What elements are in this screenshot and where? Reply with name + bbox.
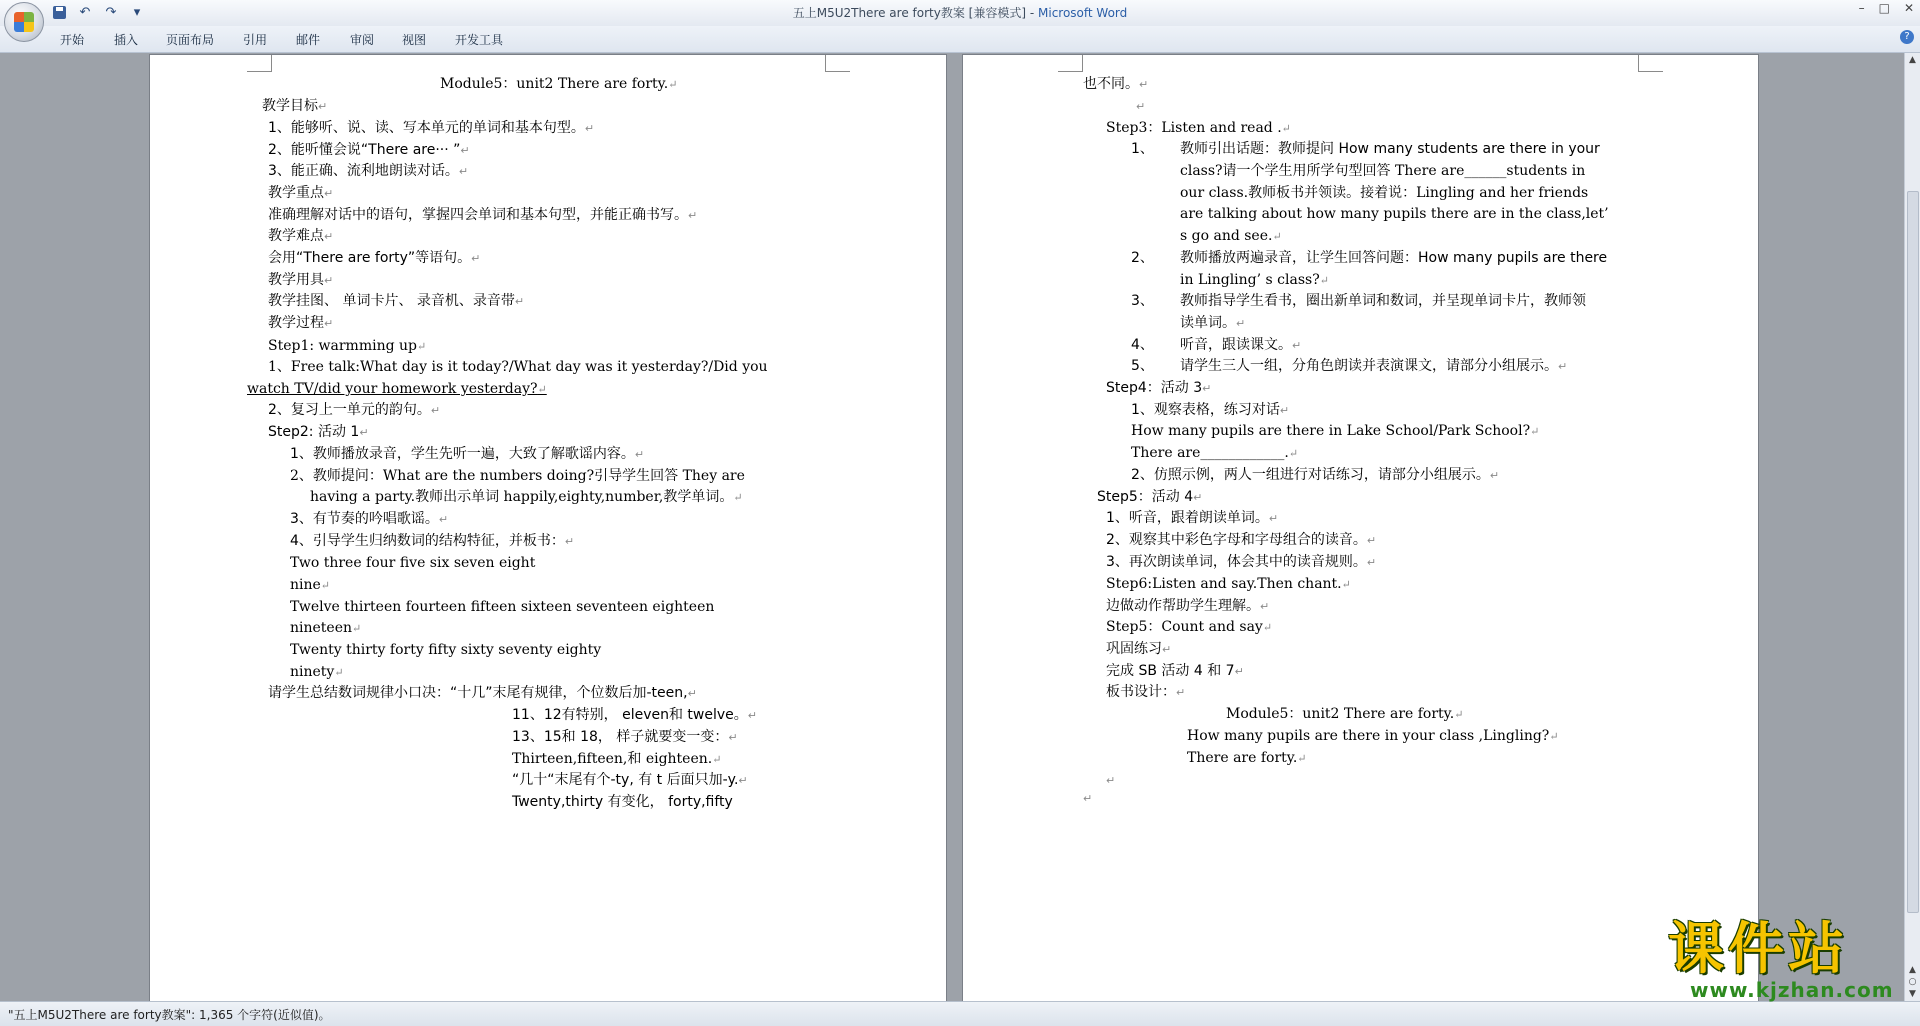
line-text: 教师指导学生看书，圈出新单词和数词，并呈现单词卡片，教师领 bbox=[1180, 293, 1586, 309]
status-bar bbox=[0, 1001, 1920, 1026]
paragraph-mark-icon: ↵ bbox=[1366, 556, 1377, 569]
paragraph-mark-icon: ↵ bbox=[564, 535, 575, 548]
page2-line[interactable] bbox=[1131, 336, 1154, 355]
paragraph-mark-icon: ↵ bbox=[1549, 730, 1559, 743]
page2-line[interactable] bbox=[1131, 401, 1289, 420]
page1-line[interactable] bbox=[290, 663, 344, 682]
line-text: 3、再次朗读单词，体会其中的读音规则。 bbox=[1106, 554, 1367, 570]
page2-line[interactable] bbox=[1083, 789, 1092, 808]
page1-line[interactable] bbox=[268, 271, 333, 290]
paragraph-mark-icon: ↵ bbox=[1236, 317, 1246, 330]
paragraph-mark-icon: ↵ bbox=[1083, 792, 1093, 805]
line-text: 3、能正确、流利地朗读对话。 bbox=[268, 163, 459, 179]
page2-line[interactable] bbox=[1106, 575, 1351, 594]
paragraph-mark-icon: ↵ bbox=[1558, 360, 1568, 373]
page2-line[interactable] bbox=[1131, 292, 1154, 311]
line-text: Step1: warmming up bbox=[268, 338, 417, 354]
page1-line[interactable] bbox=[440, 75, 677, 94]
maximize-button[interactable]: □ bbox=[1878, 1, 1890, 15]
line-text: s go and see. bbox=[1180, 228, 1273, 244]
page1-line[interactable] bbox=[268, 337, 426, 356]
page2-line[interactable] bbox=[1097, 488, 1202, 507]
title-separator: - bbox=[1026, 6, 1038, 20]
page1-line[interactable] bbox=[268, 401, 440, 420]
paragraph-mark-icon: ↵ bbox=[324, 274, 334, 287]
page2-line[interactable] bbox=[1131, 466, 1499, 485]
page2-line[interactable] bbox=[1106, 618, 1272, 637]
office-button[interactable] bbox=[4, 2, 44, 42]
page2-line[interactable] bbox=[1106, 597, 1269, 616]
paragraph-mark-icon: ↵ bbox=[438, 513, 449, 526]
page2-line[interactable] bbox=[1131, 444, 1298, 463]
line-text: 1、教师播放录音，学生先听一遍，大致了解歌谣内容。 bbox=[290, 446, 635, 462]
page2-line[interactable] bbox=[1180, 249, 1607, 268]
line-text: Two three four five six seven eight bbox=[290, 555, 536, 571]
line-text: Step5：活动 4 bbox=[1097, 489, 1194, 505]
paragraph-mark-icon: ↵ bbox=[687, 687, 697, 700]
line-text: watch TV/did your homework yesterday? bbox=[247, 381, 538, 397]
paragraph-mark-icon: ↵ bbox=[634, 448, 645, 461]
paragraph-mark-icon: ↵ bbox=[1297, 752, 1307, 765]
line-text: 教学挂图、 单词卡片、 录音机、录音带 bbox=[268, 293, 515, 309]
tab-insert[interactable]: 插入 bbox=[114, 33, 139, 47]
line-text: 1、能够听、说、读、写本单元的单词和基本句型。 bbox=[268, 120, 585, 136]
paragraph-mark-icon: ↵ bbox=[318, 100, 328, 113]
page1-line[interactable] bbox=[512, 728, 738, 747]
line-text: Thirteen,fifteen,和 eighteen. bbox=[512, 751, 713, 767]
page1-line[interactable] bbox=[268, 314, 333, 333]
line-text: 请学生三人一组，分角色朗读并表演课文，请部分小组展示。 bbox=[1180, 358, 1558, 374]
office-logo-icon bbox=[14, 12, 34, 32]
paragraph-mark-icon: ↵ bbox=[1136, 100, 1146, 113]
page2-line[interactable] bbox=[1180, 336, 1301, 355]
paragraph-mark-icon: ↵ bbox=[1272, 230, 1282, 243]
page1-line[interactable] bbox=[268, 184, 333, 203]
line-text: 3、有节奏的吟唱歌谣。 bbox=[290, 511, 439, 527]
browse-object-icon[interactable]: ○ bbox=[1908, 977, 1917, 987]
app-name: Microsoft Word bbox=[1038, 6, 1128, 20]
page2-line[interactable] bbox=[1106, 683, 1185, 702]
redo-button[interactable]: ↷ bbox=[105, 4, 117, 20]
paragraph-mark-icon: ↵ bbox=[514, 295, 525, 308]
paragraph-mark-icon: ↵ bbox=[1176, 686, 1186, 699]
window-controls bbox=[1859, 1, 1914, 15]
page1-line[interactable] bbox=[262, 97, 327, 116]
paragraph-mark-icon: ↵ bbox=[747, 709, 757, 722]
page2-line[interactable] bbox=[1187, 727, 1559, 746]
page1-line[interactable] bbox=[268, 249, 480, 268]
line-text: our class.教师板书并领读。接着说：Lingling and her friends bbox=[1180, 185, 1589, 201]
tab-review[interactable]: 审阅 bbox=[350, 33, 375, 47]
paragraph-mark-icon: ↵ bbox=[1489, 469, 1500, 482]
paragraph-mark-icon: ↵ bbox=[1262, 621, 1273, 634]
site-watermark bbox=[1668, 917, 1908, 1002]
paragraph-mark-icon: ↵ bbox=[458, 165, 469, 178]
page2-line[interactable] bbox=[1180, 357, 1567, 376]
line-text: Step6:Listen and say.Then chant. bbox=[1106, 576, 1342, 592]
line-text: 11、12有特别， eleven和 twelve。 bbox=[512, 707, 748, 723]
page1-line[interactable] bbox=[290, 467, 745, 486]
line-text: Module5：unit2 There are forty. bbox=[1226, 706, 1455, 722]
line-text: 教学用具 bbox=[268, 272, 324, 288]
paragraph-mark-icon: ↵ bbox=[460, 144, 470, 157]
line-text: 1、 bbox=[1131, 141, 1154, 157]
minimize-button[interactable]: – bbox=[1858, 1, 1865, 15]
page2-line[interactable] bbox=[1106, 553, 1376, 572]
line-text: Step5：Count and say bbox=[1106, 619, 1263, 635]
page1-line[interactable] bbox=[268, 684, 697, 703]
paragraph-mark-icon: ↵ bbox=[1234, 665, 1244, 678]
line-text: 巩固练习 bbox=[1106, 641, 1162, 657]
window-title bbox=[0, 4, 1920, 21]
page2-line[interactable] bbox=[1226, 705, 1463, 724]
paragraph-mark-icon: ↵ bbox=[537, 383, 547, 396]
tab-mailings[interactable]: 邮件 bbox=[296, 33, 321, 47]
paragraph-mark-icon: ↵ bbox=[1319, 274, 1329, 287]
paragraph-mark-icon: ↵ bbox=[1268, 512, 1279, 525]
page2-line[interactable] bbox=[1106, 531, 1376, 550]
page2-line[interactable] bbox=[1180, 162, 1585, 181]
line-text: 4、 bbox=[1131, 337, 1154, 353]
next-page-icon[interactable]: ▼ bbox=[1909, 989, 1916, 999]
paragraph-mark-icon: ↵ bbox=[1341, 578, 1351, 591]
line-text: Module5：unit2 There are forty. bbox=[440, 76, 669, 92]
paragraph-mark-icon: ↵ bbox=[471, 252, 481, 265]
paragraph-mark-icon: ↵ bbox=[1279, 404, 1290, 417]
tab-page-layout[interactable]: 页面布局 bbox=[166, 33, 215, 47]
watermark-brand: 课件站 bbox=[1668, 917, 1848, 982]
page2-line[interactable] bbox=[1180, 140, 1600, 159]
document-title: 五上M5U2There are forty教案 [兼容模式] bbox=[792, 6, 1027, 20]
line-text: Step4：活动 3 bbox=[1106, 380, 1203, 396]
page1-line[interactable] bbox=[290, 554, 535, 573]
paragraph-mark-icon: ↵ bbox=[1366, 534, 1377, 547]
tab-references[interactable]: 引用 bbox=[243, 33, 268, 47]
line-text: 2、教师提问：What are the numbers doing?引导学生回答 They are bbox=[290, 468, 745, 484]
line-text: 边做动作帮助学生理解。 bbox=[1106, 598, 1260, 614]
line-text: How many pupils are there in Lake School/Park School? bbox=[1131, 423, 1531, 439]
page2-line[interactable] bbox=[1180, 184, 1588, 203]
line-text: 2、复习上一单元的韵句。 bbox=[268, 402, 431, 418]
document-workspace bbox=[0, 53, 1905, 1001]
line-text: 板书设计： bbox=[1106, 684, 1176, 700]
scroll-thumb[interactable] bbox=[1907, 191, 1919, 913]
paragraph-mark-icon: ↵ bbox=[1281, 122, 1291, 135]
title-bar bbox=[0, 0, 1920, 27]
line-text: 教学难点 bbox=[268, 228, 324, 244]
line-text: Twelve thirteen fourteen fifteen sixteen seventeen eighteen bbox=[290, 599, 715, 615]
line-text: class?请一个学生用所学句型回答 There are______students in bbox=[1180, 163, 1586, 179]
page2-line[interactable] bbox=[1131, 422, 1539, 441]
page2-line[interactable] bbox=[1180, 227, 1282, 246]
line-text: Step2: 活动 1 bbox=[268, 424, 360, 440]
crop-mark bbox=[247, 55, 272, 72]
page1-line[interactable] bbox=[268, 423, 369, 442]
crop-mark bbox=[825, 55, 850, 72]
line-text: 5、 bbox=[1131, 358, 1154, 374]
tab-home[interactable]: 开始 bbox=[60, 33, 85, 47]
line-text: 请学生总结数词规律小口决：“十几”末尾有规律，个位数后加-teen, bbox=[268, 685, 688, 701]
tab-view[interactable]: 视图 bbox=[402, 33, 427, 47]
paragraph-mark-icon: ↵ bbox=[688, 209, 698, 222]
line-text: 也不同。 bbox=[1083, 76, 1139, 92]
ribbon-tabs bbox=[0, 26, 1920, 53]
paragraph-mark-icon: ↵ bbox=[733, 491, 743, 504]
page1-line[interactable] bbox=[512, 793, 733, 812]
line-text: 教师播放两遍录音，让学生回答问题：How many pupils are there bbox=[1180, 250, 1608, 266]
line-text: 2、 bbox=[1131, 250, 1154, 266]
paragraph-mark-icon: ↵ bbox=[430, 404, 441, 417]
page1-line[interactable] bbox=[290, 619, 361, 638]
paragraph-mark-icon: ↵ bbox=[417, 340, 427, 353]
paragraph-mark-icon: ↵ bbox=[1162, 643, 1172, 656]
page1-line[interactable] bbox=[247, 380, 547, 399]
undo-button[interactable]: ↶ bbox=[79, 4, 91, 20]
paragraph-mark-icon: ↵ bbox=[324, 187, 334, 200]
page1-line[interactable] bbox=[512, 706, 757, 725]
line-text: 2、仿照示例，两人一组进行对话练习，请部分小组展示。 bbox=[1131, 467, 1490, 483]
page2-line[interactable] bbox=[1106, 119, 1291, 138]
paragraph-mark-icon: ↵ bbox=[1139, 78, 1149, 91]
line-text: 3、 bbox=[1131, 293, 1154, 309]
line-text: Twenty thirty forty fifty sixty seventy eighty bbox=[290, 642, 602, 658]
tab-developer[interactable]: 开发工具 bbox=[455, 33, 504, 47]
previous-page-icon[interactable]: ▲ bbox=[1909, 965, 1916, 975]
page1-line[interactable] bbox=[268, 162, 468, 181]
page2-line[interactable] bbox=[1136, 97, 1145, 116]
page1-line[interactable] bbox=[268, 119, 594, 138]
page1-line[interactable] bbox=[290, 532, 574, 551]
paragraph-mark-icon: ↵ bbox=[1202, 382, 1212, 395]
close-button[interactable]: ✕ bbox=[1903, 1, 1914, 15]
page1-line[interactable] bbox=[290, 510, 448, 529]
crop-mark bbox=[1638, 55, 1663, 72]
line-text: nine bbox=[290, 577, 321, 593]
paragraph-mark-icon: ↵ bbox=[738, 774, 748, 787]
paragraph-mark-icon: ↵ bbox=[712, 753, 722, 766]
page2-line[interactable] bbox=[1106, 379, 1211, 398]
page1-line[interactable] bbox=[268, 227, 333, 246]
line-text: There are____________. bbox=[1131, 445, 1289, 461]
paragraph-mark-icon: ↵ bbox=[1454, 708, 1464, 721]
line-text: 13、15和 18， 样子就要变一变： bbox=[512, 729, 729, 745]
page1-line[interactable] bbox=[268, 206, 697, 225]
page2-line[interactable] bbox=[1106, 640, 1171, 659]
paragraph-mark-icon: ↵ bbox=[1260, 600, 1270, 613]
page2-line[interactable] bbox=[1131, 357, 1154, 376]
line-text: 会用“There are forty”等语句。 bbox=[268, 250, 472, 266]
page2-line[interactable] bbox=[1180, 314, 1245, 333]
page2-line[interactable] bbox=[1187, 749, 1307, 768]
line-text: 读单词。 bbox=[1180, 315, 1236, 331]
line-text: 完成 SB 活动 4 和 7 bbox=[1106, 663, 1235, 679]
page1-line[interactable] bbox=[290, 576, 330, 595]
page1-line[interactable] bbox=[512, 750, 721, 769]
line-text: in Lingling’ s class? bbox=[1180, 272, 1320, 288]
line-text: Step3：Listen and read . bbox=[1106, 120, 1282, 136]
page2-line[interactable] bbox=[1180, 205, 1609, 224]
paragraph-mark-icon: ↵ bbox=[324, 230, 334, 243]
line-text: 教学重点 bbox=[268, 185, 324, 201]
watermark-url: www.kjzhan.com bbox=[1690, 978, 1894, 1002]
paragraph-mark-icon: ↵ bbox=[359, 426, 369, 439]
line-text: 4、引导学生归纳数词的结构特征，并板书： bbox=[290, 533, 565, 549]
paragraph-mark-icon: ↵ bbox=[320, 579, 331, 592]
line-text: 教学目标 bbox=[262, 98, 318, 114]
page2-line[interactable] bbox=[1106, 662, 1244, 681]
line-text: 1、Free talk:What day is it today?/What day was it yesterday?/Did you bbox=[268, 359, 768, 375]
paragraph-mark-icon: ↵ bbox=[668, 78, 678, 91]
word-count-status[interactable]: "五上M5U2There are forty教案": 1,365 个字符(近似值)。 bbox=[8, 1008, 331, 1022]
line-text: 1、观察表格，练习对话 bbox=[1131, 402, 1280, 418]
page1-line[interactable] bbox=[268, 292, 524, 311]
scroll-up-icon[interactable]: ▲ bbox=[1909, 55, 1916, 65]
paragraph-mark-icon: ↵ bbox=[1530, 425, 1540, 438]
document-page-2[interactable] bbox=[963, 55, 1758, 1001]
page1-line[interactable] bbox=[512, 771, 748, 790]
page1-line[interactable] bbox=[290, 445, 644, 464]
line-text: 准确理解对话中的语句，掌握四会单词和基本句型，并能正确书写。 bbox=[268, 207, 688, 223]
line-text: 教师引出话题：教师提问 How many students are there in your bbox=[1180, 141, 1600, 157]
paragraph-mark-icon: ↵ bbox=[1106, 774, 1116, 787]
customize-qat-button[interactable]: ▾ bbox=[133, 4, 141, 20]
page1-line[interactable] bbox=[268, 358, 768, 377]
page2-line[interactable] bbox=[1106, 509, 1278, 528]
page2-line[interactable] bbox=[1180, 271, 1329, 290]
line-text: nineteen bbox=[290, 620, 353, 636]
line-text: There are forty. bbox=[1187, 750, 1298, 766]
paragraph-mark-icon: ↵ bbox=[324, 317, 334, 330]
page1-line[interactable] bbox=[268, 141, 470, 160]
paragraph-mark-icon: ↵ bbox=[584, 122, 595, 135]
line-text: 听音，跟读课文。 bbox=[1180, 337, 1292, 353]
vertical-scrollbar[interactable] bbox=[1904, 53, 1920, 1001]
paragraph-mark-icon: ↵ bbox=[1292, 339, 1302, 352]
page2-line[interactable] bbox=[1131, 249, 1154, 268]
page1-line[interactable] bbox=[290, 641, 601, 660]
paragraph-mark-icon: ↵ bbox=[1288, 447, 1299, 460]
line-text: Twenty,thirty 有变化， forty,fifty bbox=[512, 794, 733, 810]
paragraph-mark-icon: ↵ bbox=[728, 731, 738, 744]
document-page-1[interactable] bbox=[150, 55, 946, 1001]
paragraph-mark-icon: ↵ bbox=[352, 622, 362, 635]
paragraph-mark-icon: ↵ bbox=[334, 666, 344, 679]
page2-line[interactable] bbox=[1131, 140, 1154, 159]
page2-line[interactable] bbox=[1083, 75, 1148, 94]
line-text: having a party.教师出示单词 happily,eighty,number,教学单词。 bbox=[310, 489, 734, 505]
line-text: are talking about how many pupils there are in the class,let’ bbox=[1180, 206, 1609, 222]
paragraph-mark-icon: ↵ bbox=[1193, 491, 1203, 504]
line-text: How many pupils are there in your class ,Lingling? bbox=[1187, 728, 1550, 744]
line-text: 2、能听懂会说“There are··· ” bbox=[268, 142, 461, 158]
line-text: ninety bbox=[290, 664, 335, 680]
line-text: 1、听音，跟着朗读单词。 bbox=[1106, 510, 1269, 526]
page1-line[interactable] bbox=[290, 598, 714, 617]
page1-line[interactable] bbox=[310, 488, 743, 507]
line-text: “几十“末尾有个-ty, 有 t 后面只加-y. bbox=[512, 772, 739, 788]
line-text: 2、观察其中彩色字母和字母组合的读音。 bbox=[1106, 532, 1367, 548]
page2-line[interactable] bbox=[1106, 771, 1115, 790]
help-icon[interactable]: ? bbox=[1900, 30, 1914, 44]
page2-line[interactable] bbox=[1180, 292, 1586, 311]
crop-mark bbox=[1058, 55, 1083, 72]
line-text: 教学过程 bbox=[268, 315, 324, 331]
